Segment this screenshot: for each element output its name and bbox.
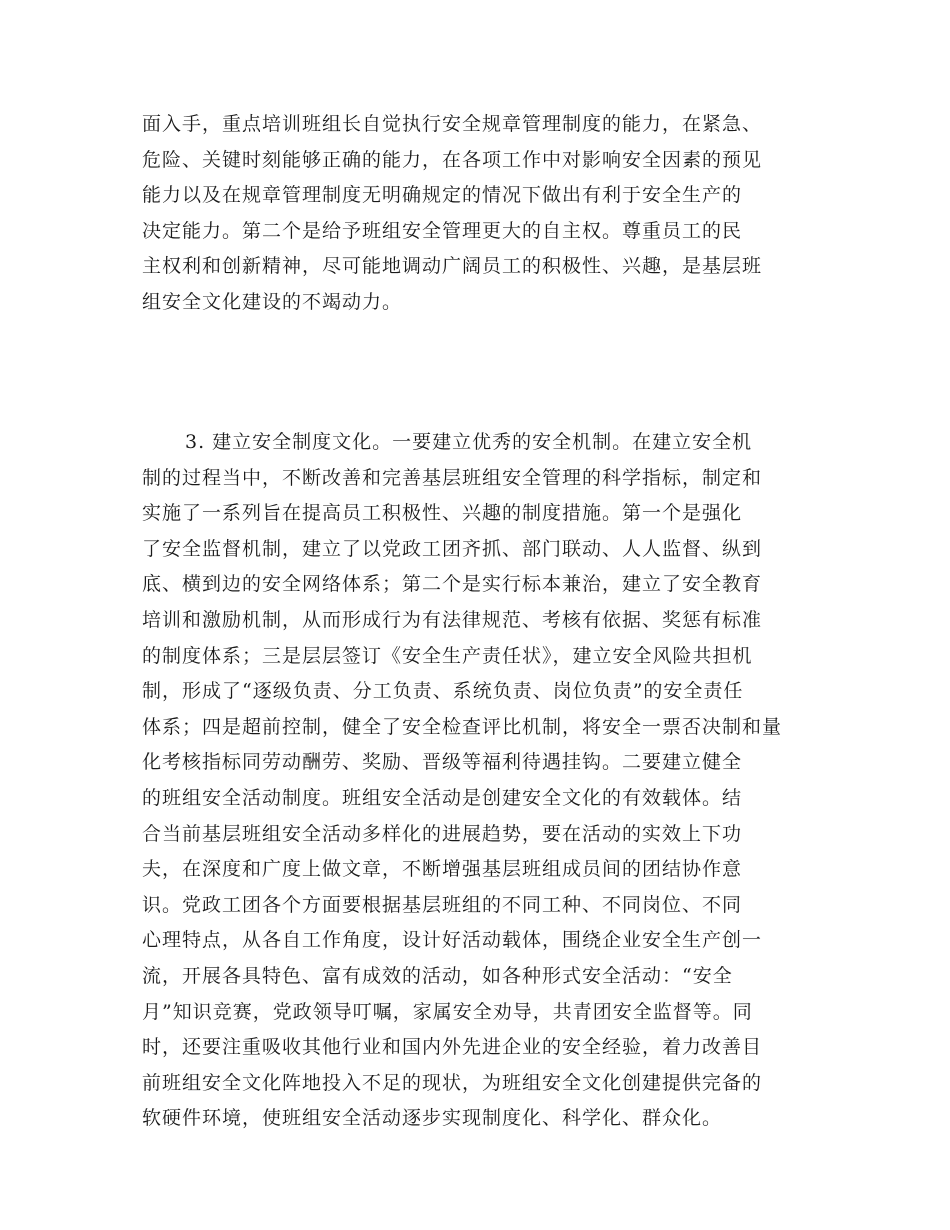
paragraph-line: 面入手，重点培训班组长自觉执行安全规章管理制度的能力，在紧急、 — [142, 113, 763, 135]
paragraph-line: 时，还要注重吸收其他行业和国内外先进企业的安全经验，着力改善目 — [142, 1036, 763, 1059]
paragraph-line: 实施了一系列旨在提高员工积极性、兴趣的制度措施。第一个是强化 — [142, 502, 743, 525]
paragraph-line: 的班组安全活动制度。班组安全活动是创建安全文化的有效载体。结 — [142, 787, 743, 809]
paragraph-line: 月”知识竞赛，党政领导叮嘱，家属安全劝导，共青团安全监督等。同 — [142, 1000, 753, 1023]
paragraph-line: 底、横到边的安全网络体系；第二个是实行标本兼治，建立了安全教育 — [142, 573, 763, 596]
paragraph-line: 制，形成了“逐级负责、分工负责、系统负责、岗位负责”的安全责任 — [142, 680, 744, 703]
paragraph-line: 危险、关键时刻能够正确的能力，在各项工作中对影响安全因素的预见 — [142, 148, 763, 171]
paragraph-line: 识。党政工团各个方面要根据基层班组的不同工种、不同岗位、不同 — [142, 893, 743, 916]
paragraph-line: 培训和激励机制，从而形成行为有法律规范、考核有依据、奖惩有标准 — [142, 609, 763, 631]
paragraph-line: 制的过程当中，不断改善和完善基层班组安全管理的科学指标，制定和 — [142, 466, 763, 489]
paragraph-line: 心理特点，从各自工作角度，设计好活动载体，围绕企业安全生产创一 — [142, 929, 763, 952]
paragraph-line: 能力以及在规章管理制度无明确规定的情况下做出有利于安全生产的 — [142, 184, 743, 207]
paragraph-line: 主权利和创新精神，尽可能地调动广阔员工的积极性、兴趣，是基层班 — [142, 255, 763, 278]
paragraph-line: 3. 建立安全制度文化。一要建立优秀的安全机制。在建立安全机 — [185, 431, 753, 453]
paragraph-line: 前班组安全文化阵地投入不足的现状，为班组安全文化创建提供完备的 — [142, 1071, 763, 1094]
paragraph-line: 组安全文化建设的不竭动力。 — [142, 291, 403, 313]
paragraph-line: 的制度体系；三是层层签订《安全生产责任状》，建立安全风险共担机 — [142, 644, 753, 667]
paragraph-line: 了安全监督机制，建立了以党政工团齐抓、部门联动、人人监督、纵到 — [142, 537, 763, 560]
paragraph-line: 流，开展各具特色、富有成效的活动，如各种形式安全活动：“安全 — [142, 965, 733, 987]
paragraph-line: 体系；四是超前控制，健全了安全检查评比机制，将安全一票否决制和量 — [142, 715, 783, 738]
paragraph-line: 合当前基层班组安全活动多样化的进展趋势，要在活动的实效上下功 — [142, 822, 743, 845]
paragraph-line: 夫，在深度和广度上做文章，不断增强基层班组成员间的团结协作意 — [142, 858, 743, 881]
paragraph-line: 决定能力。第二个是给予班组安全管理更大的自主权。尊重员工的民 — [142, 219, 743, 242]
paragraph-line: 软硬件环境，使班组安全活动逐步实现制度化、科学化、群众化。 — [142, 1107, 723, 1130]
paragraph-line: 化考核指标同劳动酬劳、奖励、晋级等福利待遇挂钩。二要建立健全 — [142, 751, 743, 774]
